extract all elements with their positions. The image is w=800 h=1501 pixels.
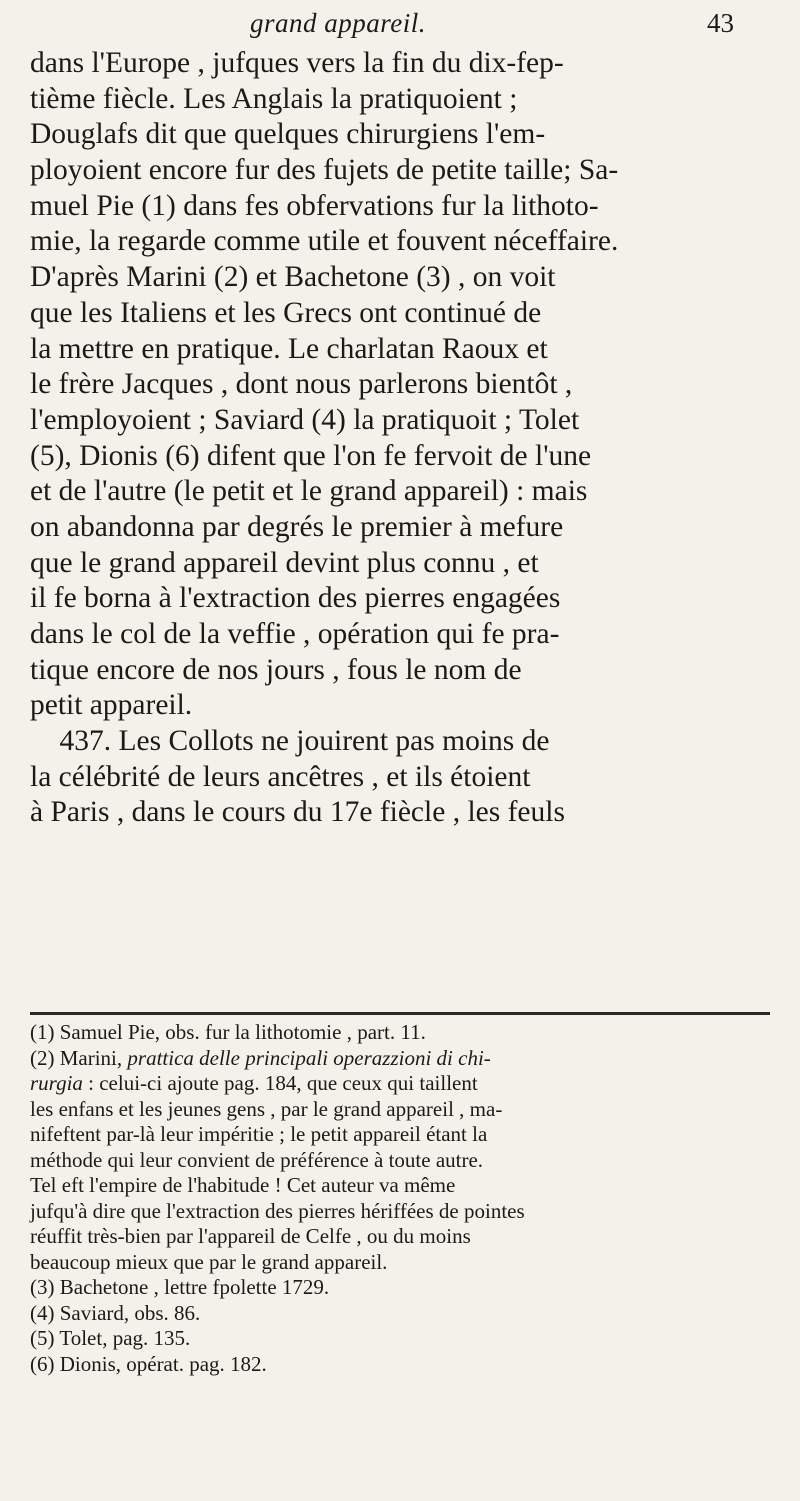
footnote-1: (1) Samuel Pie, obs. fur la lithotomie , part. 11. — [30, 1020, 426, 1044]
text-line: D'après Marini (2) et Bachetone (3) , on voit — [30, 261, 556, 294]
text-line: à Paris , dans le cours du 17e fiècle , les feuls — [30, 796, 565, 829]
text-line: muel Pie (1) dans fes obfervations fur la lithoto- — [30, 189, 599, 222]
footnote-2-line: les enfans et les jeunes gens , par le grand appareil , ma- — [30, 1096, 503, 1121]
text-line: que les Italiens et les Grecs ont continué de — [30, 296, 542, 329]
main-text — [30, 46, 790, 831]
footnote-2-line: méthode qui leur convient de préférence à toute autre. — [30, 1147, 484, 1172]
page-header — [0, 8, 800, 48]
footnote-2 — [30, 1046, 790, 1072]
text-line: tième fiècle. Les Anglais la pratiquoient ; — [30, 82, 518, 115]
text-line: et de l'autre (le petit et le grand appareil) : mais — [30, 475, 588, 508]
footnote-2-text: : celui-ci ajoute pag. 184, que ceux qui taillent — [82, 1071, 478, 1095]
footnote-divider — [30, 1012, 770, 1015]
text-line: la mettre en pratique. Le charlatan Raoux et — [30, 332, 548, 365]
text-line: mie, la regarde comme utile et fouvent néceffaire. — [30, 225, 619, 258]
text-line: petit appareil. — [30, 689, 193, 722]
footnote-6: (6) Dionis, opérat. pag. 182. — [30, 1351, 267, 1376]
footnote-2-line: réuffit très-bien par l'appareil de Celfe , ou du moins — [30, 1224, 471, 1248]
footnote-2-work-title-cont: rurgia — [30, 1071, 83, 1095]
footnote-2-line: beaucoup mieux que par le grand appareil. — [30, 1249, 388, 1274]
text-line: dans le col de la veffie , opération qui fe pra- — [30, 618, 560, 650]
footnote-4: (4) Saviard, obs. 86. — [30, 1300, 201, 1325]
text-line: (5), Dionis (6) difent que l'on fe fervoit de l'une — [30, 439, 592, 472]
footnote-2-line — [30, 1071, 790, 1097]
running-title: grand appareil. — [250, 8, 426, 38]
footnote-2-line: nifeftent par-là leur impéritie ; le petit appareil étant la — [30, 1122, 488, 1146]
footnote-2-line: jufqu'à dire que l'extraction des pierres hériffées de pointes — [30, 1198, 525, 1223]
text-line: que le grand appareil devint plus connu , et — [30, 546, 539, 579]
page-number: 43 — [707, 8, 734, 38]
text-line: dans l'Europe , jufques vers la fin du dix-fep- — [30, 47, 564, 79]
text-line: la célébrité de leurs ancêtres , et ils étoient — [30, 760, 531, 793]
footnote-2-lead: (2) Marini, — [30, 1045, 128, 1070]
text-line: tique encore de nos jours , fous le nom de — [30, 653, 522, 686]
text-line: Douglafs dit que quelques chirurgiens l'em- — [30, 118, 546, 151]
text-line: il fe borna à l'extraction des pierres engagées — [30, 582, 561, 615]
text-line: ployoient encore fur des fujets de petite taille; Sa- — [30, 154, 619, 187]
footnote-5: (5) Tolet, pag. 135. — [30, 1326, 191, 1350]
footnote-3: (3) Bachetone , lettre fpolette 1729. — [30, 1275, 330, 1299]
footnote-2-line: Tel eft l'empire de l'habitude ! Cet auteur va même — [30, 1173, 456, 1197]
text-line: 437. Les Collots ne jouirent pas moins de — [30, 725, 550, 758]
text-line: le frère Jacques , dont nous parlerons bientôt , — [30, 368, 573, 401]
text-line: l'employoient ; Saviard (4) la pratiquoit ; Tolet — [30, 403, 580, 436]
footnote-2-work-title: prattica delle principali operazzioni di chi- — [127, 1045, 491, 1070]
footnotes — [30, 1020, 790, 1377]
text-line: on abandonna par degrés le premier à mefure — [30, 510, 564, 543]
